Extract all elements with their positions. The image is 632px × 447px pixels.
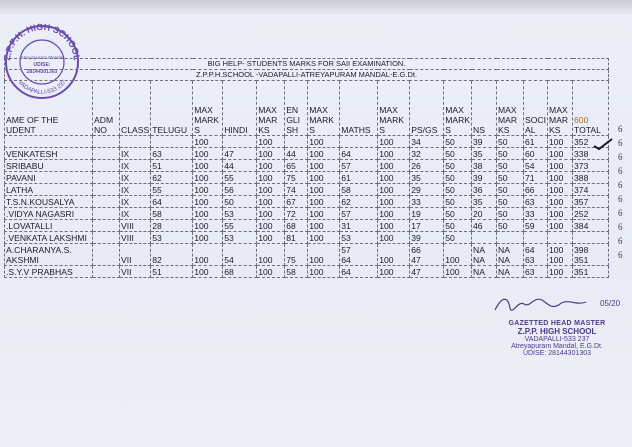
table-row <box>5 184 609 196</box>
table-cell-m6: 50 <box>497 136 524 148</box>
table-cell-adm <box>93 160 120 172</box>
table-cell-hindi: 50 <box>223 196 257 208</box>
table-cell-class: IX <box>120 184 151 196</box>
table-cell-m2: 100 <box>257 196 285 208</box>
table-cell-hindi: 55 <box>223 172 257 184</box>
header-maths: MATHS <box>340 81 378 136</box>
table-cell-social: 60 <box>524 148 548 160</box>
table-cell-m4: 100 <box>378 220 410 232</box>
table-cell-name: .VIDYA NAGASRI <box>5 208 93 220</box>
margin-mark: 6 <box>618 236 623 246</box>
header-max5: MAX MARK S <box>444 81 472 136</box>
table-cell-english <box>285 136 308 148</box>
margin-mark: 6 <box>618 222 623 232</box>
table-cell-ns: 39 <box>472 136 497 148</box>
header-psgs: PS/GS <box>410 81 444 136</box>
table-title-2: Z.P.P.H.SCHOOL -VADAPALLI-ATREYAPURAM MANDAL-E.G.Dt. <box>5 70 609 81</box>
table-cell-maths: 62 <box>340 196 378 208</box>
table-cell-m5: 50 <box>444 136 472 148</box>
table-cell-m1: 100 <box>193 232 223 244</box>
margin-mark: 6 <box>618 208 623 218</box>
headmaster-stamp <box>482 290 632 370</box>
header-max6: MAX MAR KS <box>497 81 524 136</box>
table-cell-m3: 100 <box>308 184 340 196</box>
table-cell-english: 75 <box>285 172 308 184</box>
table-cell-m5: 50 <box>444 184 472 196</box>
table-cell-m2: 100 <box>257 208 285 220</box>
table-cell-m5: 50 <box>444 220 472 232</box>
table-cell-hindi <box>223 136 257 148</box>
table-cell-english: 81 <box>285 232 308 244</box>
table-cell-adm <box>93 220 120 232</box>
table-row: A.CHARANYA.S. AKSHMI VII 82 100 54 100 75 100 57 64 100 66 47 100 NA NA NA NA 64 63 100 100 398 351 <box>5 244 609 266</box>
table-cell-adm <box>93 148 120 160</box>
table-cell-m6: 50 <box>497 160 524 172</box>
table-cell-maths: 64 <box>340 148 378 160</box>
table-cell-m7: 100 <box>548 208 573 220</box>
table-cell-ns: 20 <box>472 208 497 220</box>
table-cell-m5: 50 <box>444 172 472 184</box>
table-cell-maths: 61 <box>340 172 378 184</box>
table-cell-name: SRIBABU <box>5 160 93 172</box>
table-cell-telugu: 64 <box>151 196 193 208</box>
table-cell-total: 252 <box>573 208 609 220</box>
table-cell-m1: 100 <box>193 136 223 148</box>
table-cell-m6: 50 <box>497 208 524 220</box>
table-cell-m7: 100 <box>548 160 573 172</box>
table-cell-name: .VENKATA LAKSHMI <box>5 232 93 244</box>
margin-marks <box>618 122 632 282</box>
table-cell-m4: 100 <box>378 160 410 172</box>
margin-mark: 6 <box>618 250 623 260</box>
header-telugu: TELUGU <box>151 81 193 136</box>
header-hindi: HINDI <box>223 81 257 136</box>
margin-mark: 6 <box>618 124 623 134</box>
table-cell-psgs: 34 <box>410 136 444 148</box>
table-cell-m2: 100 <box>257 136 285 148</box>
table-cell-psgs: 17 <box>410 220 444 232</box>
table-cell-m7: 100 <box>548 184 573 196</box>
table-cell-class: IX <box>120 208 151 220</box>
table-cell-telugu: 62 <box>151 172 193 184</box>
table-cell-class: VIII <box>120 220 151 232</box>
table-cell-m3: 100 <box>308 208 340 220</box>
table-cell-social: 66 <box>524 184 548 196</box>
table-cell-total: 373 <box>573 160 609 172</box>
table-cell-english: 44 <box>285 148 308 160</box>
check-mark-icon <box>592 137 614 151</box>
table-cell-english: 65 <box>285 160 308 172</box>
table-row <box>5 172 609 184</box>
table-cell-m3: 100 <box>308 136 340 148</box>
header-ns: NS <box>472 81 497 136</box>
table-cell-psgs: 19 <box>410 208 444 220</box>
table-cell-telugu: 28 <box>151 220 193 232</box>
seal-bottom-text: VADAPALLI-533 237 <box>16 79 68 97</box>
table-cell-m7: 100 <box>548 148 573 160</box>
table-cell-ns: 46 <box>472 220 497 232</box>
table-cell-psgs: 29 <box>410 184 444 196</box>
table-cell-m1: 100 <box>193 148 223 160</box>
header-class: CLASS <box>120 81 151 136</box>
margin-mark: 6 <box>618 180 623 190</box>
table-cell-social: 54 <box>524 160 548 172</box>
table-cell-m7: 100 <box>548 196 573 208</box>
margin-mark: 6 <box>618 138 623 148</box>
table-cell-ns: 39 <box>472 172 497 184</box>
table-cell-class: VIII <box>120 232 151 244</box>
table-cell-psgs: 32 <box>410 148 444 160</box>
table-cell-m6: 50 <box>497 220 524 232</box>
table-cell-adm <box>93 208 120 220</box>
table-cell-social: 63 <box>524 196 548 208</box>
table-cell-class <box>120 136 151 148</box>
table-row <box>5 220 609 232</box>
table-cell-hindi: 55 <box>223 220 257 232</box>
marks-table <box>4 58 609 278</box>
table-cell-social: 59 <box>524 220 548 232</box>
table-cell-m5: 50 <box>444 208 472 220</box>
table-cell-m4: 100 <box>378 172 410 184</box>
margin-mark: 6 <box>618 194 623 204</box>
table-cell-social: 71 <box>524 172 548 184</box>
table-cell-psgs: 33 <box>410 196 444 208</box>
table-row <box>5 160 609 172</box>
header-max2: MAX MAR KS <box>257 81 285 136</box>
table-cell-adm <box>93 232 120 244</box>
header-max7: MAX MAR KS <box>548 81 573 136</box>
table-cell-total: 384 <box>573 220 609 232</box>
table-cell-m3: 100 <box>308 172 340 184</box>
table-cell-m7: 100 <box>548 172 573 184</box>
table-cell-name: T.S.N.KOUSALYA <box>5 196 93 208</box>
table-cell-maths: 57 <box>340 208 378 220</box>
table-cell-name: PAVANI <box>5 172 93 184</box>
table-cell-hindi: 56 <box>223 184 257 196</box>
table-cell-hindi: 44 <box>223 160 257 172</box>
table-cell-total: 338 <box>573 148 609 160</box>
table-cell-m4: 100 <box>378 148 410 160</box>
stamp-line-5: UDISE: 28144301303 <box>522 350 592 357</box>
table-cell-ns <box>472 232 497 244</box>
table-cell-m5: 50 <box>444 196 472 208</box>
table-cell-m5: 50 <box>444 232 472 244</box>
table-cell-m4: 100 <box>378 184 410 196</box>
table-cell-m6: 50 <box>497 172 524 184</box>
table-cell-m1: 100 <box>193 220 223 232</box>
table-cell-m4: 100 <box>378 208 410 220</box>
table-cell-class: IX <box>120 196 151 208</box>
header-total: 600 TOTAL <box>573 81 609 136</box>
table-cell-class: IX <box>120 172 151 184</box>
table-cell-psgs: 39 <box>410 232 444 244</box>
margin-mark: 6 <box>618 152 623 162</box>
table-cell-ns: 35 <box>472 196 497 208</box>
table-cell-psgs: 26 <box>410 160 444 172</box>
header-max1: MAX MARK S <box>193 81 223 136</box>
header-english: EN GLI SH <box>285 81 308 136</box>
table-cell-name: .LOVATALLI <box>5 220 93 232</box>
table-cell-m3: 100 <box>308 220 340 232</box>
table-cell-m7: 100 <box>548 220 573 232</box>
table-cell-maths: 58 <box>340 184 378 196</box>
table-cell-telugu: 55 <box>151 184 193 196</box>
table-cell-m3: 100 <box>308 196 340 208</box>
table-cell-m1: 100 <box>193 208 223 220</box>
table-cell-total <box>573 232 609 244</box>
header-name: AME OF THE UDENT <box>5 81 93 136</box>
table-cell-m4: 100 <box>378 136 410 148</box>
table-cell-m2: 100 <box>257 148 285 160</box>
stamp-line-3: VADAPALLI-533 237 <box>524 336 590 343</box>
table-cell-m7: 100 <box>548 136 573 148</box>
table-cell-telugu: 53 <box>151 232 193 244</box>
table-cell-adm <box>93 172 120 184</box>
table-cell-ns: 38 <box>472 160 497 172</box>
stamp-line-1: GAZETTED HEAD MASTER <box>508 320 606 327</box>
table-cell-m1: 100 <box>193 172 223 184</box>
table-title-1: BIG HELP- STUDENTS MARKS FOR SAII EXAMINATION. <box>5 59 609 70</box>
table-cell-hindi: 53 <box>223 208 257 220</box>
table-cell-m3: 100 <box>308 148 340 160</box>
table-cell-m1: 100 <box>193 196 223 208</box>
table-cell-telugu: 58 <box>151 208 193 220</box>
header-social: SOCI AL <box>524 81 548 136</box>
table-cell-name: VENKATESH <box>5 148 93 160</box>
table-cell-class: IX <box>120 160 151 172</box>
scan-edge <box>0 0 632 14</box>
seal-inner2: UDISE: <box>33 62 51 68</box>
table-row <box>5 136 609 148</box>
table-cell-hindi: 53 <box>223 232 257 244</box>
table-cell-m3: 100 <box>308 160 340 172</box>
table-cell-hindi: 47 <box>223 148 257 160</box>
table-cell-english: 72 <box>285 208 308 220</box>
table-cell-m6: 50 <box>497 184 524 196</box>
table-cell-maths: 31 <box>340 220 378 232</box>
header-max4: MAX MARK S <box>378 81 410 136</box>
table-cell-adm <box>93 196 120 208</box>
table-cell-m2: 100 <box>257 184 285 196</box>
table-cell-m2: 100 <box>257 232 285 244</box>
stamp-line-4: Atreyapuram Mandal, E.G.Dt. <box>511 343 603 350</box>
table-cell-total: 357 <box>573 196 609 208</box>
table-cell-english: 74 <box>285 184 308 196</box>
table-row: .S.Y.V PRABHAS VII 51 100 68 100 58 100 64 100 47 100 NA NA 63 100 351 <box>5 266 609 278</box>
table-cell-adm <box>93 136 120 148</box>
table-cell-m2: 100 <box>257 160 285 172</box>
table-cell-social: 61 <box>524 136 548 148</box>
seal-ring-text: Z.P.P.H. HIGH SCHOOL <box>2 22 82 62</box>
table-cell-total: 352 <box>573 136 609 148</box>
table-cell-ns: 35 <box>472 148 497 160</box>
table-cell-adm <box>93 184 120 196</box>
table-cell-social <box>524 232 548 244</box>
header-adm: ADM NO <box>93 81 120 136</box>
table-cell-m7 <box>548 232 573 244</box>
table-cell-m4: 100 <box>378 196 410 208</box>
table-cell-telugu <box>151 136 193 148</box>
signature-date: 05/20 <box>600 299 621 308</box>
table-cell-telugu: 63 <box>151 148 193 160</box>
table-cell-m6: 50 <box>497 196 524 208</box>
margin-mark: 6 <box>618 166 623 176</box>
table-cell-name: LATHA <box>5 184 93 196</box>
table-cell-m6: 50 <box>497 148 524 160</box>
seal-inner1: Atreyapuram Mandal <box>20 55 64 60</box>
table-cell-class: IX <box>120 148 151 160</box>
table-cell-maths <box>340 136 378 148</box>
table-cell-m4: 100 <box>378 232 410 244</box>
header-max3: MAX MARK S <box>308 81 340 136</box>
table-cell-m3: 100 <box>308 232 340 244</box>
table-cell-m2: 100 <box>257 220 285 232</box>
table-cell-m2: 100 <box>257 172 285 184</box>
table-cell-psgs: 35 <box>410 172 444 184</box>
table-cell-m5: 50 <box>444 148 472 160</box>
header-row <box>5 81 609 136</box>
table-row <box>5 232 609 244</box>
stamp-line-2: Z.P.P. HIGH SCHOOL <box>517 327 597 336</box>
table-cell-total: 374 <box>573 184 609 196</box>
table-cell-m1: 100 <box>193 160 223 172</box>
table-row <box>5 208 609 220</box>
table-cell-maths: 57 <box>340 160 378 172</box>
seal-inner3: 28144301303 <box>26 69 58 75</box>
table-cell-m1: 100 <box>193 184 223 196</box>
table-row <box>5 196 609 208</box>
table-row <box>5 148 609 160</box>
table-cell-m6 <box>497 232 524 244</box>
table-cell-telugu: 51 <box>151 160 193 172</box>
table-cell-social: 33 <box>524 208 548 220</box>
table-cell-english: 68 <box>285 220 308 232</box>
table-cell-total: 388 <box>573 172 609 184</box>
table-cell-m5: 50 <box>444 160 472 172</box>
table-cell-maths: 53 <box>340 232 378 244</box>
table-cell-english: 67 <box>285 196 308 208</box>
table-cell-name <box>5 136 93 148</box>
table-cell-ns: 36 <box>472 184 497 196</box>
